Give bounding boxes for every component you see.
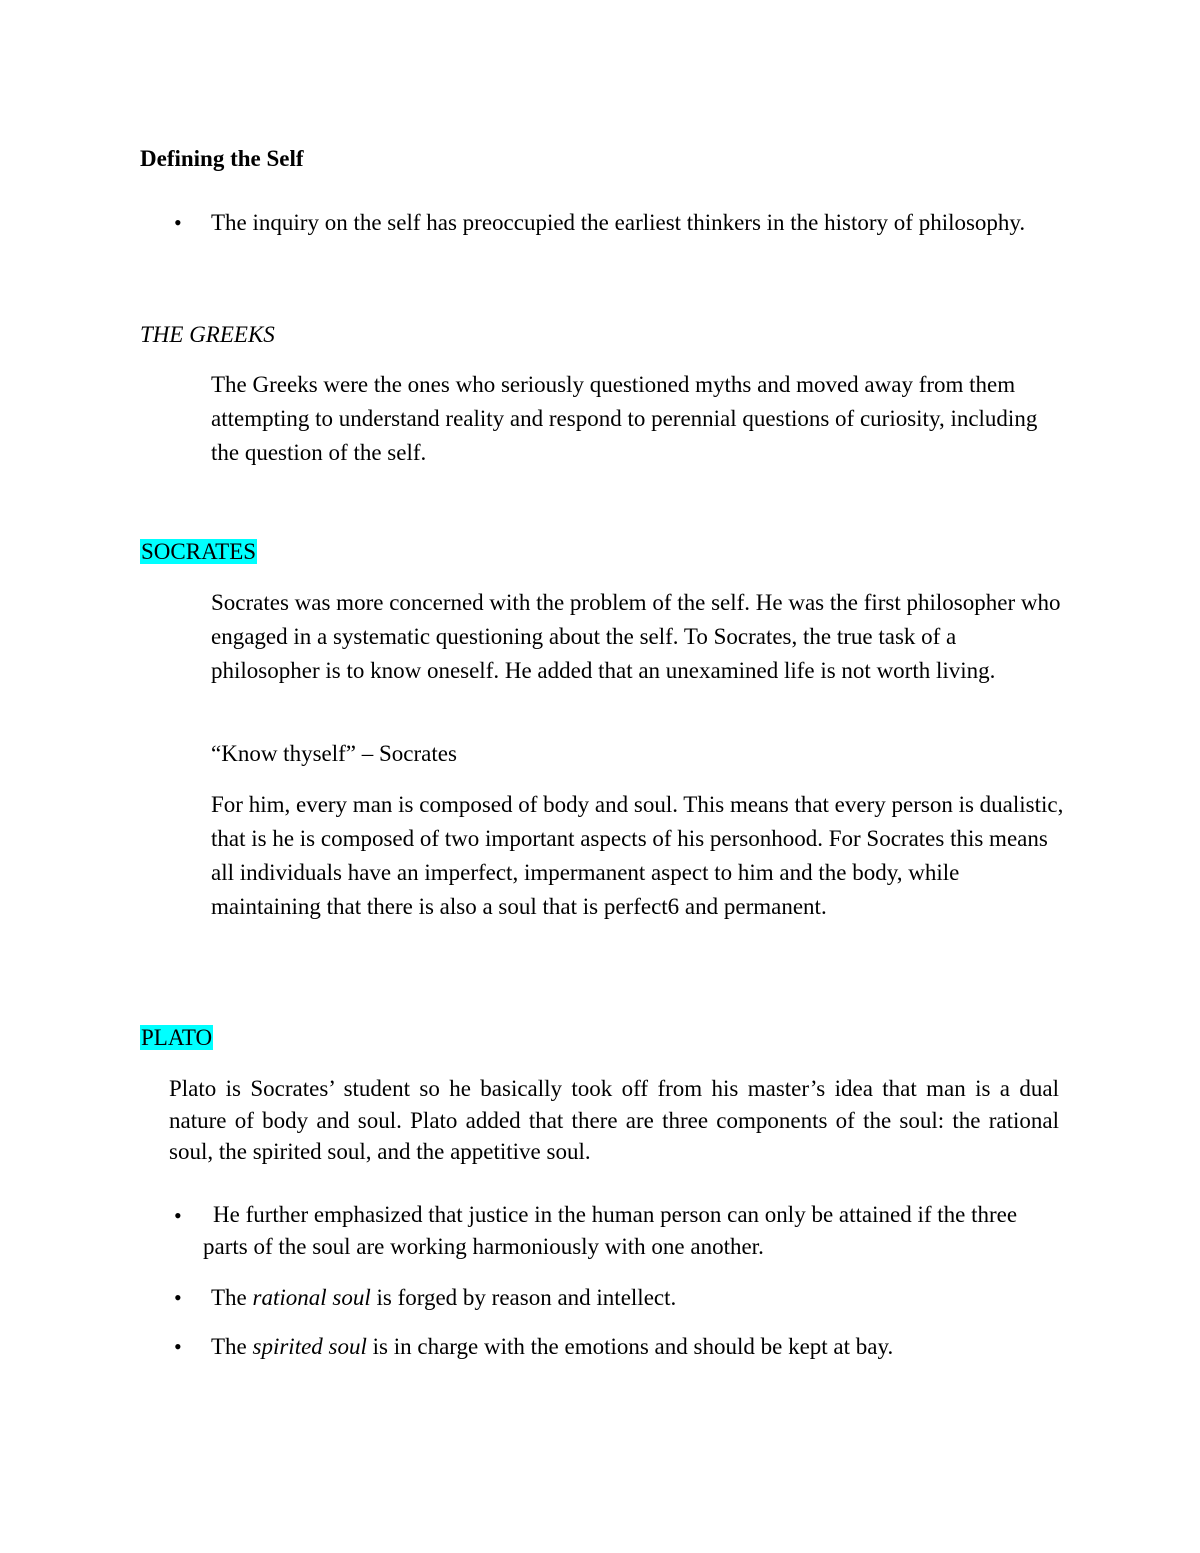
intro-bullet	[140, 206, 1060, 276]
bullet-3-suffix: is in charge with the emotions and should be kept at bay.	[366, 1334, 894, 1359]
socrates-paragraph-2: For him, every man is composed of body and soul. This means that every person is dualistic, that is he is composed of two important aspects of his personhood. For Socrates this means all individuals have an imperfect, impermanent aspect to him and the body, while maintaining that there is also a soul that is perfect6 and permanent.	[211, 792, 1064, 919]
plato-bullet-3-text	[211, 1330, 1061, 1364]
plato-bullet-1-text: He further emphasized that justice in the human person can only be attained if the three parts of the soul are working harmoniously with one another.	[203, 1202, 1018, 1259]
spirited-soul-term: spirited soul	[252, 1334, 367, 1359]
bullet-icon: •	[174, 1334, 182, 1359]
plato-heading-text: PLATO	[141, 1025, 213, 1050]
socrates-heading-text: SOCRATES	[141, 539, 257, 564]
plato-bullet-2-text	[211, 1281, 1061, 1315]
greeks-heading: THE GREEKS	[140, 322, 275, 347]
bullet-icon: •	[174, 1285, 182, 1310]
plato-bullet-1	[140, 1199, 1065, 1265]
bullet-icon: •	[174, 1203, 182, 1228]
bullet-2-suffix: is forged by reason and intellect.	[370, 1285, 677, 1310]
bullet-3-prefix: The	[211, 1334, 253, 1359]
rational-soul-term: rational soul	[252, 1285, 371, 1310]
socrates-quote: “Know thyself” – Socrates	[211, 741, 457, 766]
socrates-paragraph-1: Socrates was more concerned with the problem of the self. He was the first philosopher who engaged in a systematic questioning about the self. To Socrates, the true task of a philosopher is to know oneself. He added that an unexamined life is not worth living.	[211, 590, 1061, 683]
bullet-icon: •	[174, 210, 182, 235]
bullet-2-prefix: The	[211, 1285, 253, 1310]
plato-heading	[140, 1022, 213, 1054]
plato-bullet-3	[140, 1330, 1065, 1364]
greeks-paragraph: The Greeks were the ones who seriously questioned myths and moved away from them attempting to understand reality and respond to perennial questions of curiosity, including the question of the self.	[211, 372, 1038, 465]
document-title: Defining the Self	[140, 146, 304, 171]
intro-bullet-text: The inquiry on the self has preoccupied the earliest thinkers in the history of philosophy.	[211, 210, 1026, 235]
socrates-heading	[140, 536, 257, 568]
plato-bullet-2	[140, 1281, 1065, 1315]
plato-paragraph: Plato is Socrates’ student so he basically took off from his master’s idea that man is a dual nature of body and soul. Plato added that there are three components of the soul: the rational soul, the spirited soul, and the appetitive soul.	[169, 1076, 1059, 1164]
